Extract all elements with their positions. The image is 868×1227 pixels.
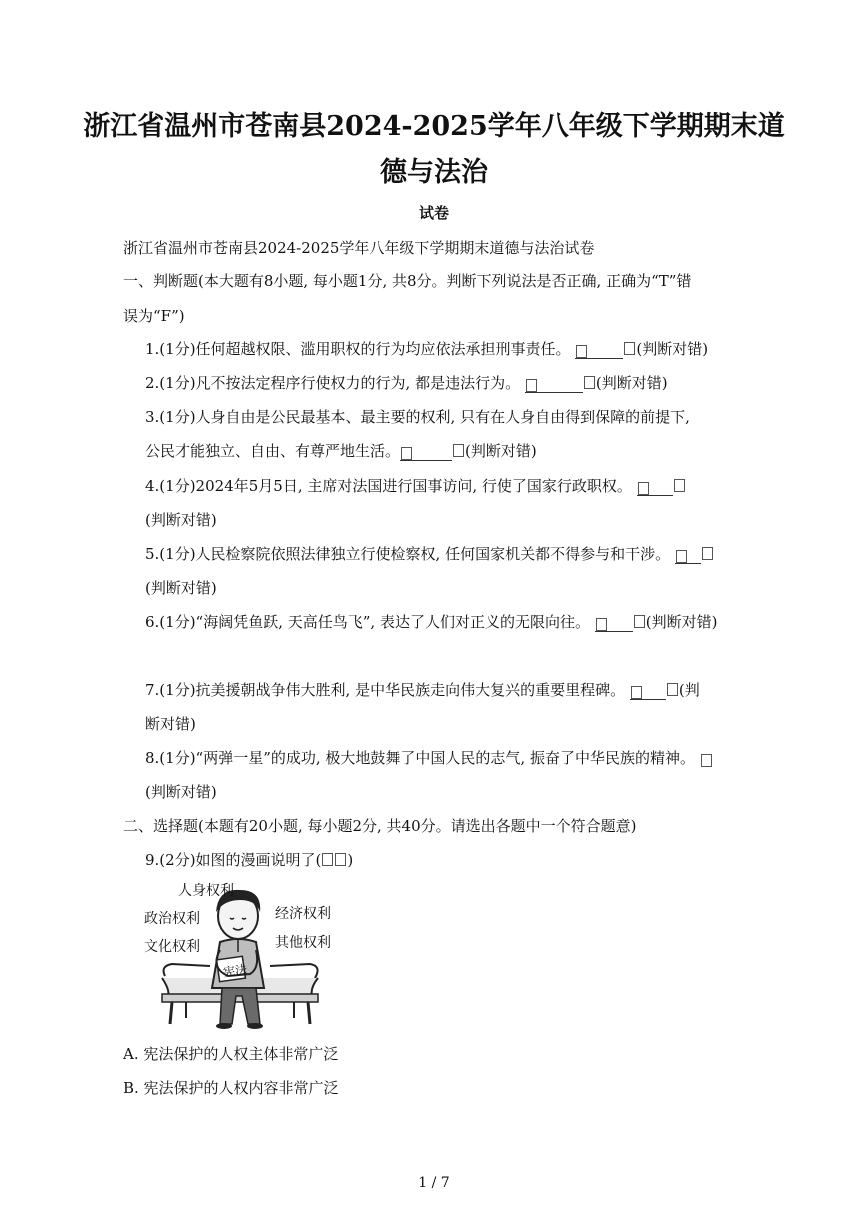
answer-blank-7[interactable] (630, 683, 666, 700)
answer-blank-1[interactable] (575, 342, 623, 359)
answer-blank-6[interactable] (595, 615, 633, 632)
question-9-close: ) (347, 851, 354, 869)
judge-label-4: (判断对错) (145, 511, 217, 529)
answer-box-icon (335, 853, 346, 866)
question-6-text: 6.(1分)“海阔凭鱼跃, 天高任鸟飞”, 表达了人们对正义的无限向往。 (145, 613, 590, 631)
answer-box-icon (322, 853, 333, 866)
answer-box-icon (638, 482, 649, 495)
question-2-text: 2.(1分)凡不按法定程序行使权力的行为, 都是违法行为。 (145, 374, 521, 392)
answer-box-icon (453, 444, 464, 457)
section1-heading-line1: 一、判断题(本大题有8小题, 每小题1分, 共8分。判断下列说法是否正确, 正确为“T”错 (123, 272, 692, 290)
cartoon-label-top: 人身权利 (178, 883, 234, 899)
answer-box-icon (584, 376, 595, 389)
cartoon-book-label: 宪法 (222, 962, 248, 980)
option-a[interactable]: A. 宪法保护的人权主体非常广泛 (123, 1045, 339, 1063)
question-6 (145, 612, 717, 632)
judge-label: (判断对错) (636, 340, 709, 358)
answer-box-icon (676, 550, 687, 563)
answer-box-icon (634, 615, 645, 628)
question-1-text: 1.(1分)任何超越权限、滥用职权的行为均应依法承担刑事责任。 (145, 340, 571, 358)
cartoon-label-right2: 其他权利 (275, 935, 331, 951)
question-4-text: 4.(1分)2024年5月5日, 主席对法国进行国事访问, 行使了国家行政职权。 (145, 477, 632, 495)
question-4 (145, 476, 686, 496)
cartoon-label-left1: 政治权利 (144, 911, 200, 927)
judge-label-5: (判断对错) (145, 579, 217, 597)
answer-box-icon (702, 547, 713, 560)
answer-blank-8[interactable] (700, 751, 710, 767)
answer-blank-4[interactable] (637, 479, 673, 496)
intro-text: 浙江省温州市苍南县2024-2025学年八年级下学期期末道德与法治试卷 (123, 239, 595, 257)
question-2 (145, 373, 668, 393)
judge-label-8: (判断对错) (145, 783, 217, 801)
question-9 (145, 850, 353, 870)
section1-heading-cont: 误为“F”) (123, 307, 185, 325)
question-7 (145, 680, 700, 700)
answer-box-icon (576, 345, 587, 358)
question-8-text: 8.(1分)“两弹一星”的成功, 极大地鼓舞了中国人民的志气, 振奋了中华民族的精神。 (145, 749, 695, 767)
question-3-line1: 3.(1分)人身自由是公民最基本、最主要的权利, 只有在人身自由得到保障的前提下, (145, 408, 690, 426)
document-title-line2: 德与法治 (380, 157, 488, 188)
section2-heading: 二、选择题(本题有20小题, 每小题2分, 共40分。请选出各题中一个符合题意) (123, 817, 637, 835)
question-7-text: 7.(1分)抗美援朝战争伟大胜利, 是中华民族走向伟大复兴的重要里程碑。 (145, 681, 626, 699)
judge-label: (判断对错) (645, 613, 718, 631)
document-subtitle: 试卷 (418, 204, 449, 222)
option-b[interactable]: B. 宪法保护的人权内容非常广泛 (123, 1079, 339, 1097)
question-5 (145, 544, 714, 564)
document-title-line1: 浙江省温州市苍南县2024-2025学年八年级下学期期末道 (83, 111, 785, 142)
cartoon-illustration (140, 878, 340, 1033)
answer-box-icon (624, 342, 635, 355)
question-1 (145, 339, 708, 359)
question-3-line2 (145, 441, 537, 461)
page-number: 1 / 7 (418, 1175, 450, 1191)
question-8 (145, 748, 710, 768)
answer-box-icon (596, 618, 607, 631)
question-9-text: 9.(2分)如图的漫画说明了( (145, 851, 322, 869)
section1-heading (123, 271, 691, 291)
judge-label: (判断对错) (465, 442, 537, 460)
question-5-text: 5.(1分)人民检察院依照法律独立行使检察权, 任何国家机关都不得参与和干涉。 (145, 545, 671, 563)
cartoon-label-right1: 经济权利 (275, 906, 331, 922)
answer-blank-2[interactable] (525, 376, 583, 393)
answer-blank-3[interactable] (400, 444, 452, 461)
answer-box-icon (526, 379, 537, 392)
judge-label-7: 断对错) (145, 715, 196, 733)
answer-box-icon (701, 754, 712, 767)
question-3-text: 公民才能独立、自由、有尊严地生活。 (145, 442, 401, 460)
answer-blank-5[interactable] (675, 547, 701, 564)
judge-label: (判断对错) (595, 374, 668, 392)
answer-box-icon (667, 683, 678, 696)
answer-box-icon (401, 447, 412, 460)
answer-box-icon (631, 686, 642, 699)
answer-box-icon (674, 479, 685, 492)
cartoon-label-left2: 文化权利 (144, 939, 200, 955)
judge-label-part1: (判 (678, 681, 700, 699)
